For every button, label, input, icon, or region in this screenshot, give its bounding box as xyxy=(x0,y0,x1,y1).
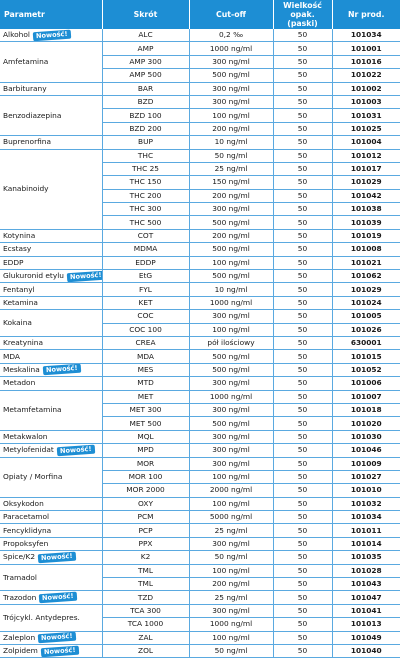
parameter-cell xyxy=(0,95,102,135)
pack-size-cell: 50 xyxy=(273,29,332,42)
cutoff-cell: 300 ng/ml xyxy=(189,95,273,108)
product-number-cell: 101027 xyxy=(332,470,400,483)
abbreviation-cell: MES xyxy=(102,363,189,376)
abbreviation-cell: MTD xyxy=(102,377,189,390)
parameter-name: Meskalina xyxy=(3,364,40,374)
cutoff-cell: 300 ng/ml xyxy=(189,310,273,323)
abbreviation-cell: TCA 1000 xyxy=(102,618,189,631)
table-row xyxy=(0,377,400,390)
new-badge: Nowość! xyxy=(43,364,81,376)
cutoff-cell: 500 ng/ml xyxy=(189,69,273,82)
parameter-name: Amfetamina xyxy=(3,56,49,66)
parameter-cell xyxy=(0,511,102,524)
parameter-cell xyxy=(0,390,102,430)
pack-size-cell: 50 xyxy=(273,484,332,497)
header-product-number: Nr prod. xyxy=(332,0,400,29)
parameter-cell xyxy=(0,256,102,269)
parameter-name: Kreatynina xyxy=(3,338,44,348)
parameter-cell xyxy=(0,363,102,376)
parameter-cell xyxy=(0,644,102,657)
product-number-cell: 101006 xyxy=(332,377,400,390)
parameter-name: Trójcykl. Antydepres. xyxy=(3,612,80,622)
cutoff-cell: 100 ng/ml xyxy=(189,109,273,122)
pack-size-cell: 50 xyxy=(273,243,332,256)
table-row xyxy=(0,229,400,242)
parameter-cell xyxy=(0,551,102,564)
cutoff-cell: 25 ng/ml xyxy=(189,162,273,175)
table-row xyxy=(0,497,400,510)
cutoff-cell: 300 ng/ml xyxy=(189,604,273,617)
abbreviation-cell: AMP xyxy=(102,42,189,55)
parameter-name: Opiaty / Morfina xyxy=(3,472,63,482)
cutoff-cell: 10 ng/ml xyxy=(189,283,273,296)
pack-size-cell: 50 xyxy=(273,283,332,296)
cutoff-cell: 10 ng/ml xyxy=(189,136,273,149)
cutoff-cell: 100 ng/ml xyxy=(189,564,273,577)
abbreviation-cell: BUP xyxy=(102,136,189,149)
pack-size-cell: 50 xyxy=(273,162,332,175)
product-number-cell: 101049 xyxy=(332,631,400,644)
pack-size-cell: 50 xyxy=(273,176,332,189)
new-badge: Nowość! xyxy=(38,632,76,644)
abbreviation-cell: THC 25 xyxy=(102,162,189,175)
cutoff-cell: 25 ng/ml xyxy=(189,524,273,537)
abbreviation-cell: MDA xyxy=(102,350,189,363)
cutoff-cell: 500 ng/ml xyxy=(189,350,273,363)
parameter-name: Kotynina xyxy=(3,231,36,241)
cutoff-cell: 50 ng/ml xyxy=(189,551,273,564)
abbreviation-cell: ZOL xyxy=(102,644,189,657)
product-number-cell: 101028 xyxy=(332,564,400,577)
parameter-cell xyxy=(0,136,102,149)
header-row xyxy=(0,0,400,29)
pack-size-cell: 50 xyxy=(273,524,332,537)
cutoff-cell: 500 ng/ml xyxy=(189,417,273,430)
table-row xyxy=(0,29,400,42)
pack-size-cell: 50 xyxy=(273,95,332,108)
product-number-cell: 101043 xyxy=(332,578,400,591)
product-number-cell: 101038 xyxy=(332,203,400,216)
parameter-cell xyxy=(0,631,102,644)
cutoff-cell: 300 ng/ml xyxy=(189,55,273,68)
cutoff-cell: 50 ng/ml xyxy=(189,149,273,162)
product-number-cell: 101008 xyxy=(332,243,400,256)
cutoff-cell: 100 ng/ml xyxy=(189,256,273,269)
abbreviation-cell: MET 300 xyxy=(102,403,189,416)
table-row xyxy=(0,256,400,269)
parameter-cell xyxy=(0,229,102,242)
parameter-cell xyxy=(0,243,102,256)
parameter-cell xyxy=(0,591,102,604)
pack-size-cell: 50 xyxy=(273,350,332,363)
pack-size-cell: 50 xyxy=(273,537,332,550)
table-row xyxy=(0,537,400,550)
pack-size-cell: 50 xyxy=(273,42,332,55)
table-row xyxy=(0,604,400,617)
product-number-cell: 101016 xyxy=(332,55,400,68)
parameter-name: Glukuronid etylu xyxy=(3,271,64,281)
pack-size-cell: 50 xyxy=(273,189,332,202)
abbreviation-cell: MOR 100 xyxy=(102,470,189,483)
product-number-cell: 101034 xyxy=(332,511,400,524)
parameter-cell xyxy=(0,604,102,631)
cutoff-cell: 300 ng/ml xyxy=(189,203,273,216)
product-number-cell: 101031 xyxy=(332,109,400,122)
product-number-cell: 101020 xyxy=(332,417,400,430)
pack-size-cell: 50 xyxy=(273,430,332,443)
pack-size-cell: 50 xyxy=(273,229,332,242)
table-row xyxy=(0,631,400,644)
product-number-cell: 101018 xyxy=(332,403,400,416)
cutoff-cell: 100 ng/ml xyxy=(189,323,273,336)
cutoff-cell: 300 ng/ml xyxy=(189,403,273,416)
abbreviation-cell: BZD 200 xyxy=(102,122,189,135)
table-row xyxy=(0,336,400,349)
product-number-cell: 630001 xyxy=(332,336,400,349)
cutoff-cell: 100 ng/ml xyxy=(189,470,273,483)
abbreviation-cell: BAR xyxy=(102,82,189,95)
cutoff-cell: 2000 ng/ml xyxy=(189,484,273,497)
parameter-name: Fentanyl xyxy=(3,284,35,294)
cutoff-cell: 1000 ng/ml xyxy=(189,390,273,403)
product-number-cell: 101030 xyxy=(332,430,400,443)
abbreviation-cell: MET 500 xyxy=(102,417,189,430)
parameter-name: Ecstasy xyxy=(3,244,32,254)
parameter-cell xyxy=(0,270,102,283)
cutoff-cell: 500 ng/ml xyxy=(189,270,273,283)
product-number-cell: 101019 xyxy=(332,229,400,242)
table-row xyxy=(0,243,400,256)
cutoff-cell: 500 ng/ml xyxy=(189,363,273,376)
product-number-cell: 101042 xyxy=(332,189,400,202)
abbreviation-cell: K2 xyxy=(102,551,189,564)
parameter-name: MDA xyxy=(3,351,20,361)
product-number-cell: 101011 xyxy=(332,524,400,537)
parameter-cell xyxy=(0,524,102,537)
pack-size-cell: 50 xyxy=(273,631,332,644)
cutoff-cell: 100 ng/ml xyxy=(189,631,273,644)
parameter-name: Zolpidem xyxy=(3,646,38,656)
abbreviation-cell: EDDP xyxy=(102,256,189,269)
parameter-cell xyxy=(0,310,102,337)
new-badge: Nowość! xyxy=(39,592,77,604)
abbreviation-cell: MQL xyxy=(102,430,189,443)
abbreviation-cell: TZD xyxy=(102,591,189,604)
parameter-cell xyxy=(0,564,102,591)
parameter-name: Kokaina xyxy=(3,318,32,328)
abbreviation-cell: PCM xyxy=(102,511,189,524)
table-row xyxy=(0,350,400,363)
table-row xyxy=(0,283,400,296)
cutoff-cell: 300 ng/ml xyxy=(189,537,273,550)
product-number-cell: 101009 xyxy=(332,457,400,470)
product-number-cell: 101047 xyxy=(332,591,400,604)
product-number-cell: 101012 xyxy=(332,149,400,162)
table-row xyxy=(0,524,400,537)
pack-size-cell: 50 xyxy=(273,216,332,229)
parameter-cell xyxy=(0,497,102,510)
table-row xyxy=(0,591,400,604)
pack-size-cell: 50 xyxy=(273,256,332,269)
parameter-name: EDDP xyxy=(3,257,24,267)
cutoff-cell: 500 ng/ml xyxy=(189,243,273,256)
pack-size-cell: 50 xyxy=(273,403,332,416)
table-row xyxy=(0,457,400,470)
pack-size-cell: 50 xyxy=(273,470,332,483)
parameter-name: Paracetamol xyxy=(3,512,50,522)
table-body xyxy=(0,29,400,658)
product-number-cell: 101062 xyxy=(332,270,400,283)
pack-size-cell: 50 xyxy=(273,122,332,135)
pack-size-cell: 50 xyxy=(273,444,332,457)
pack-size-cell: 50 xyxy=(273,511,332,524)
pack-size-cell: 50 xyxy=(273,323,332,336)
pack-size-cell: 50 xyxy=(273,296,332,309)
table-row xyxy=(0,136,400,149)
parameter-cell xyxy=(0,82,102,95)
cutoff-cell: 500 ng/ml xyxy=(189,216,273,229)
cutoff-cell: 300 ng/ml xyxy=(189,82,273,95)
product-number-cell: 101013 xyxy=(332,618,400,631)
parameter-name: Buprenorfina xyxy=(3,137,51,147)
product-number-cell: 101014 xyxy=(332,537,400,550)
parameter-cell xyxy=(0,29,102,42)
parameter-cell xyxy=(0,430,102,443)
abbreviation-cell: THC 500 xyxy=(102,216,189,229)
cutoff-cell: 1000 ng/ml xyxy=(189,296,273,309)
cutoff-cell: 200 ng/ml xyxy=(189,578,273,591)
abbreviation-cell: CREA xyxy=(102,336,189,349)
table-row xyxy=(0,296,400,309)
abbreviation-cell: EtG xyxy=(102,270,189,283)
abbreviation-cell: MDMA xyxy=(102,243,189,256)
table-row xyxy=(0,444,400,457)
pack-size-cell: 50 xyxy=(273,69,332,82)
parameter-cell xyxy=(0,444,102,457)
header-parametr: Parametr xyxy=(0,0,102,29)
abbreviation-cell: THC xyxy=(102,149,189,162)
parameter-name: Propoksyfen xyxy=(3,539,49,549)
cutoff-cell: 100 ng/ml xyxy=(189,497,273,510)
new-badge: Nowość! xyxy=(33,29,71,41)
parameter-name: Kanabinoidy xyxy=(3,184,49,194)
cutoff-cell: 5000 ng/ml xyxy=(189,511,273,524)
header-skrot: Skrót xyxy=(102,0,189,29)
pack-size-cell: 50 xyxy=(273,377,332,390)
abbreviation-cell: PPX xyxy=(102,537,189,550)
product-number-cell: 101046 xyxy=(332,444,400,457)
cutoff-cell: 50 ng/ml xyxy=(189,644,273,657)
pack-size-cell: 50 xyxy=(273,109,332,122)
table-row xyxy=(0,82,400,95)
abbreviation-cell: THC 200 xyxy=(102,189,189,202)
pack-size-cell: 50 xyxy=(273,618,332,631)
new-badge: Nowość! xyxy=(38,552,76,564)
abbreviation-cell: AMP 300 xyxy=(102,55,189,68)
product-number-cell: 101007 xyxy=(332,390,400,403)
new-badge: Nowość! xyxy=(41,645,79,657)
abbreviation-cell: BZD xyxy=(102,95,189,108)
new-badge: Nowość! xyxy=(67,270,102,282)
cutoff-cell: 300 ng/ml xyxy=(189,444,273,457)
abbreviation-cell: TCA 300 xyxy=(102,604,189,617)
parameter-name: Alkohol xyxy=(3,30,30,40)
parameter-cell xyxy=(0,283,102,296)
table-row xyxy=(0,95,400,108)
parameter-name: Spice/K2 xyxy=(3,552,36,562)
table-row xyxy=(0,644,400,657)
abbreviation-cell: KET xyxy=(102,296,189,309)
product-number-cell: 101052 xyxy=(332,363,400,376)
parameter-name: Ketamina xyxy=(3,298,38,307)
product-number-cell: 101004 xyxy=(332,136,400,149)
pack-size-cell: 50 xyxy=(273,310,332,323)
abbreviation-cell: OXY xyxy=(102,497,189,510)
pack-size-cell: 50 xyxy=(273,417,332,430)
abbreviation-cell: TML xyxy=(102,564,189,577)
table-row xyxy=(0,564,400,577)
abbreviation-cell: MPD xyxy=(102,444,189,457)
table-row xyxy=(0,511,400,524)
parameter-name: Metylofenidat xyxy=(3,445,54,455)
product-number-cell: 101002 xyxy=(332,82,400,95)
pack-size-cell: 50 xyxy=(273,82,332,95)
pack-size-cell: 50 xyxy=(273,390,332,403)
abbreviation-cell: COC 100 xyxy=(102,323,189,336)
parameter-cell xyxy=(0,336,102,349)
parameter-cell xyxy=(0,457,102,497)
parameter-name: Zaleplon xyxy=(3,632,36,642)
abbreviation-cell: FYL xyxy=(102,283,189,296)
table-row xyxy=(0,551,400,564)
product-number-cell: 101032 xyxy=(332,497,400,510)
pack-size-cell: 50 xyxy=(273,55,332,68)
product-number-cell: 101025 xyxy=(332,122,400,135)
pack-size-cell: 50 xyxy=(273,497,332,510)
pack-size-cell: 50 xyxy=(273,149,332,162)
abbreviation-cell: PCP xyxy=(102,524,189,537)
pack-size-cell: 50 xyxy=(273,578,332,591)
pack-size-cell: 50 xyxy=(273,270,332,283)
cutoff-cell: 1000 ng/ml xyxy=(189,618,273,631)
product-number-cell: 101034 xyxy=(332,29,400,42)
pack-size-cell: 50 xyxy=(273,644,332,657)
parameter-cell xyxy=(0,149,102,229)
parameter-cell xyxy=(0,377,102,390)
cutoff-cell: 200 ng/ml xyxy=(189,229,273,242)
product-number-cell: 101035 xyxy=(332,551,400,564)
table-row xyxy=(0,310,400,323)
abbreviation-cell: AMP 500 xyxy=(102,69,189,82)
pack-size-cell: 50 xyxy=(273,336,332,349)
cutoff-cell: 0,2 ‰ xyxy=(189,29,273,42)
abbreviation-cell: TML xyxy=(102,578,189,591)
abbreviation-cell: COC xyxy=(102,310,189,323)
table-row xyxy=(0,430,400,443)
table-row xyxy=(0,42,400,55)
parameter-cell xyxy=(0,42,102,82)
abbreviation-cell: THC 300 xyxy=(102,203,189,216)
cutoff-cell: 25 ng/ml xyxy=(189,591,273,604)
parameter-cell xyxy=(0,537,102,550)
table-row xyxy=(0,149,400,162)
header-cutoff: Cut-off xyxy=(189,0,273,29)
product-number-cell: 101029 xyxy=(332,176,400,189)
abbreviation-cell: THC 150 xyxy=(102,176,189,189)
parameter-name: Metamfetamina xyxy=(3,405,62,415)
product-number-cell: 101001 xyxy=(332,42,400,55)
product-number-cell: 101005 xyxy=(332,310,400,323)
pack-size-cell: 50 xyxy=(273,564,332,577)
pack-size-cell: 50 xyxy=(273,551,332,564)
abbreviation-cell: ZAL xyxy=(102,631,189,644)
parameter-name: Trazodon xyxy=(3,592,37,602)
pack-size-cell: 50 xyxy=(273,203,332,216)
table-row xyxy=(0,363,400,376)
cutoff-cell: pół ilościowy xyxy=(189,336,273,349)
cutoff-cell: 200 ng/ml xyxy=(189,122,273,135)
product-number-cell: 101003 xyxy=(332,95,400,108)
product-number-cell: 101015 xyxy=(332,350,400,363)
cutoff-cell: 300 ng/ml xyxy=(189,377,273,390)
parameter-cell xyxy=(0,296,102,309)
parameter-name: Tramadol xyxy=(3,572,37,582)
table-header xyxy=(0,0,400,29)
pack-size-cell: 50 xyxy=(273,363,332,376)
pack-size-cell: 50 xyxy=(273,136,332,149)
parameter-name: Oksykodon xyxy=(3,498,44,508)
pack-size-cell: 50 xyxy=(273,604,332,617)
abbreviation-cell: ALC xyxy=(102,29,189,42)
table-row xyxy=(0,390,400,403)
abbreviation-cell: MET xyxy=(102,390,189,403)
product-number-cell: 101024 xyxy=(332,296,400,309)
product-number-cell: 101026 xyxy=(332,323,400,336)
product-number-cell: 101022 xyxy=(332,69,400,82)
abbreviation-cell: MOR 2000 xyxy=(102,484,189,497)
cutoff-cell: 300 ng/ml xyxy=(189,457,273,470)
abbreviation-cell: BZD 100 xyxy=(102,109,189,122)
product-number-cell: 101021 xyxy=(332,256,400,269)
table-row xyxy=(0,270,400,283)
abbreviation-cell: COT xyxy=(102,229,189,242)
cutoff-cell: 200 ng/ml xyxy=(189,189,273,202)
parameter-name: Metadon xyxy=(3,378,36,388)
pack-size-cell: 50 xyxy=(273,457,332,470)
product-number-cell: 101010 xyxy=(332,484,400,497)
parameter-cell xyxy=(0,350,102,363)
cutoff-cell: 1000 ng/ml xyxy=(189,42,273,55)
product-number-cell: 101039 xyxy=(332,216,400,229)
pack-size-cell: 50 xyxy=(273,591,332,604)
cutoff-cell: 150 ng/ml xyxy=(189,176,273,189)
abbreviation-cell: MOR xyxy=(102,457,189,470)
parameter-name: Metakwalon xyxy=(3,431,48,441)
cutoff-cell: 300 ng/ml xyxy=(189,430,273,443)
parameter-name: Barbiturany xyxy=(3,83,47,93)
header-pack-size: Wielkość opak. (paski) xyxy=(273,0,332,29)
product-number-cell: 101029 xyxy=(332,283,400,296)
parameter-name: Fencyklidyna xyxy=(3,525,52,535)
product-number-cell: 101040 xyxy=(332,644,400,657)
product-number-cell: 101017 xyxy=(332,162,400,175)
parameter-name: Benzodiazepina xyxy=(3,110,62,120)
new-badge: Nowość! xyxy=(57,444,95,456)
product-number-cell: 101041 xyxy=(332,604,400,617)
